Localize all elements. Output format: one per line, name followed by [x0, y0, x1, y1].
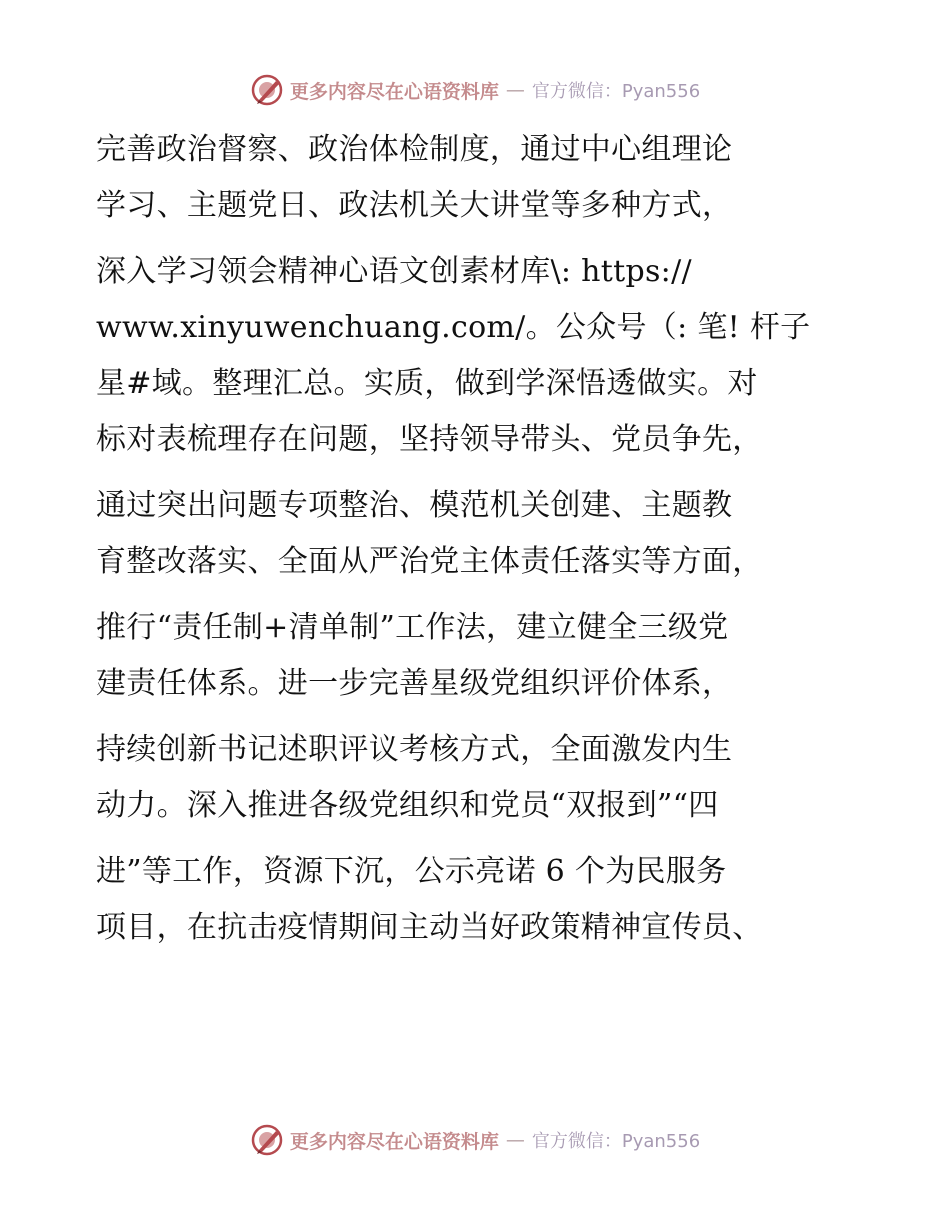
banner-site-text: 更多内容尽在心语资料库	[289, 80, 499, 103]
header-banner	[0, 70, 950, 110]
body-line-8: 育整改落实、全面从严治党主体责任落实等方面，	[96, 544, 763, 579]
body-line-2: 学习、主题党日、政法机关大讲堂等多种方式，	[96, 188, 733, 223]
body-line-7: 通过突出问题专项整治、模范机关创建、主题教	[96, 488, 733, 523]
body-line-10: 建责任体系。进一步完善星级党组织评价体系，	[96, 666, 733, 701]
banner-wechat-text: 官方微信：Pyan556	[531, 81, 701, 102]
body-line-4: www.xinyuwenchuang.com/。公众号（: 笔! 杆子	[96, 310, 811, 345]
pen-logo-icon	[250, 73, 284, 107]
banner-dash: —	[505, 1129, 525, 1151]
pen-logo-icon	[250, 1123, 284, 1157]
body-line-6: 标对表梳理存在问题，坚持领导带头、党员争先，	[96, 422, 763, 457]
body-line-11: 持续创新书记述职评议考核方式，全面激发内生	[96, 732, 733, 767]
body-line-3: 深入学习领会精神心语文创素材库\: https://	[96, 254, 692, 289]
footer-banner	[0, 1120, 950, 1160]
banner-dash: —	[505, 79, 525, 101]
body-line-13: 进”等工作，资源下沉，公示亮诺 6 个为民服务	[96, 854, 727, 889]
banner-wechat-text: 官方微信：Pyan556	[531, 1131, 701, 1152]
body-line-14: 项目，在抗击疫情期间主动当好政策精神宣传员、	[96, 910, 763, 945]
body-line-5: 星#域。整理汇总。实质，做到学深悟透做实。对	[96, 366, 758, 401]
document-body	[96, 122, 836, 956]
body-line-1: 完善政治督察、政治体检制度，通过中心组理论	[96, 132, 733, 167]
body-line-12: 动力。深入推进各级党组织和党员“双报到”“四	[96, 788, 719, 823]
banner-site-text: 更多内容尽在心语资料库	[289, 1130, 499, 1153]
body-line-9: 推行“责任制+清单制”工作法，建立健全三级党	[96, 610, 729, 645]
